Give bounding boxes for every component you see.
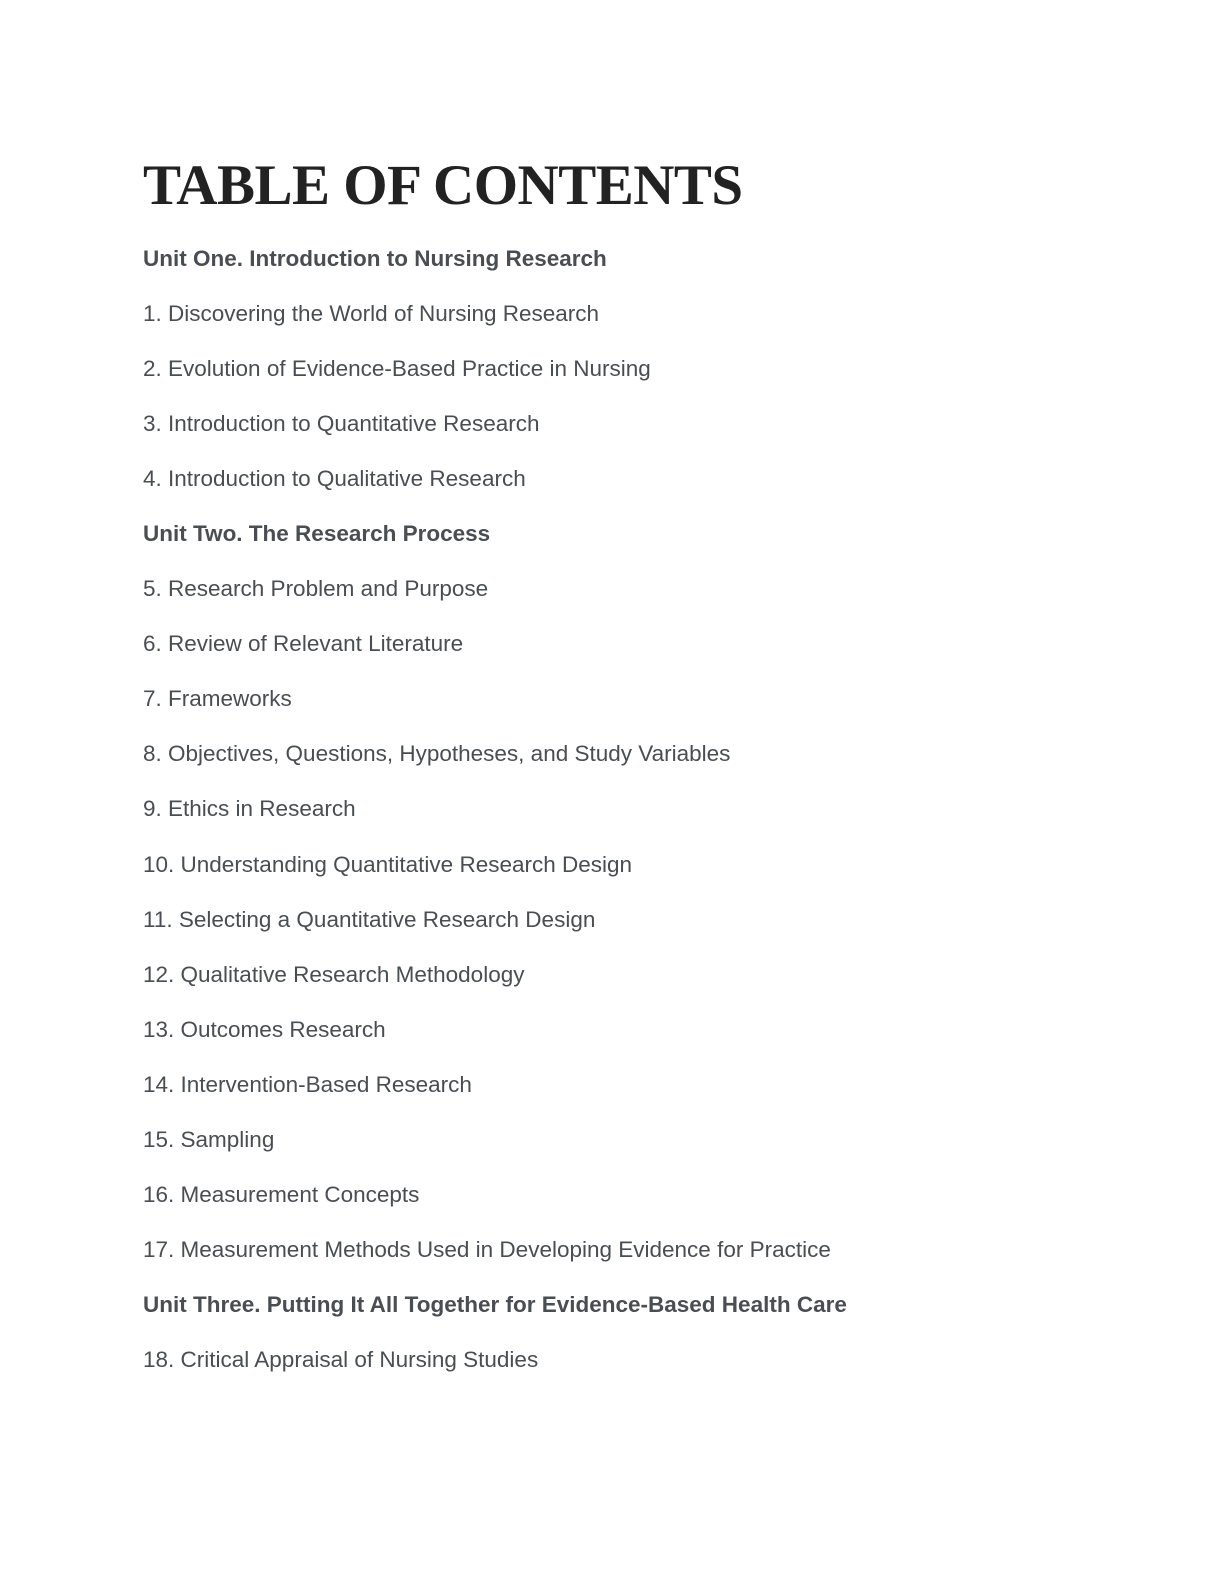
toc-chapter-entry: 10. Understanding Quantitative Research Design: [143, 851, 633, 877]
toc-chapter-entry: 6. Review of Relevant Literature: [143, 631, 464, 657]
toc-unit-heading: Unit Three. Putting It All Together for Evidence-Based Health Care: [143, 1291, 847, 1317]
toc-chapter-entry: 16. Measurement Concepts: [143, 1181, 420, 1207]
toc-chapter-entry: 18. Critical Appraisal of Nursing Studies: [143, 1346, 539, 1372]
toc-unit-heading: Unit Two. The Research Process: [143, 521, 491, 547]
toc-chapter-entry: 9. Ethics in Research: [143, 796, 356, 822]
page-title: TABLE OF CONTENTS: [143, 154, 743, 217]
toc-list: [143, 241, 847, 1397]
toc-chapter-entry: 3. Introduction to Quantitative Research: [143, 411, 540, 437]
toc-unit-heading: Unit One. Introduction to Nursing Research: [143, 246, 607, 271]
toc-chapter-entry: 7. Frameworks: [143, 686, 292, 712]
toc-chapter-entry: 11. Selecting a Quantitative Research Design: [143, 906, 596, 932]
toc-chapter-entry: 4. Introduction to Qualitative Research: [143, 466, 526, 492]
toc-chapter-entry: 14. Intervention-Based Research: [143, 1071, 472, 1097]
toc-chapter-entry: 13. Outcomes Research: [143, 1016, 386, 1042]
toc-chapter-entry: 5. Research Problem and Purpose: [143, 576, 489, 602]
toc-chapter-entry: 12. Qualitative Research Methodology: [143, 961, 525, 987]
toc-chapter-entry: 17. Measurement Methods Used in Developing Evidence for Practice: [143, 1236, 831, 1262]
toc-chapter-entry: 2. Evolution of Evidence-Based Practice in Nursing: [143, 356, 651, 382]
toc-chapter-entry: 1. Discovering the World of Nursing Research: [143, 301, 600, 327]
toc-chapter-entry: 15. Sampling: [143, 1126, 275, 1152]
toc-chapter-entry: 8. Objectives, Questions, Hypotheses, and Study Variables: [143, 741, 731, 767]
